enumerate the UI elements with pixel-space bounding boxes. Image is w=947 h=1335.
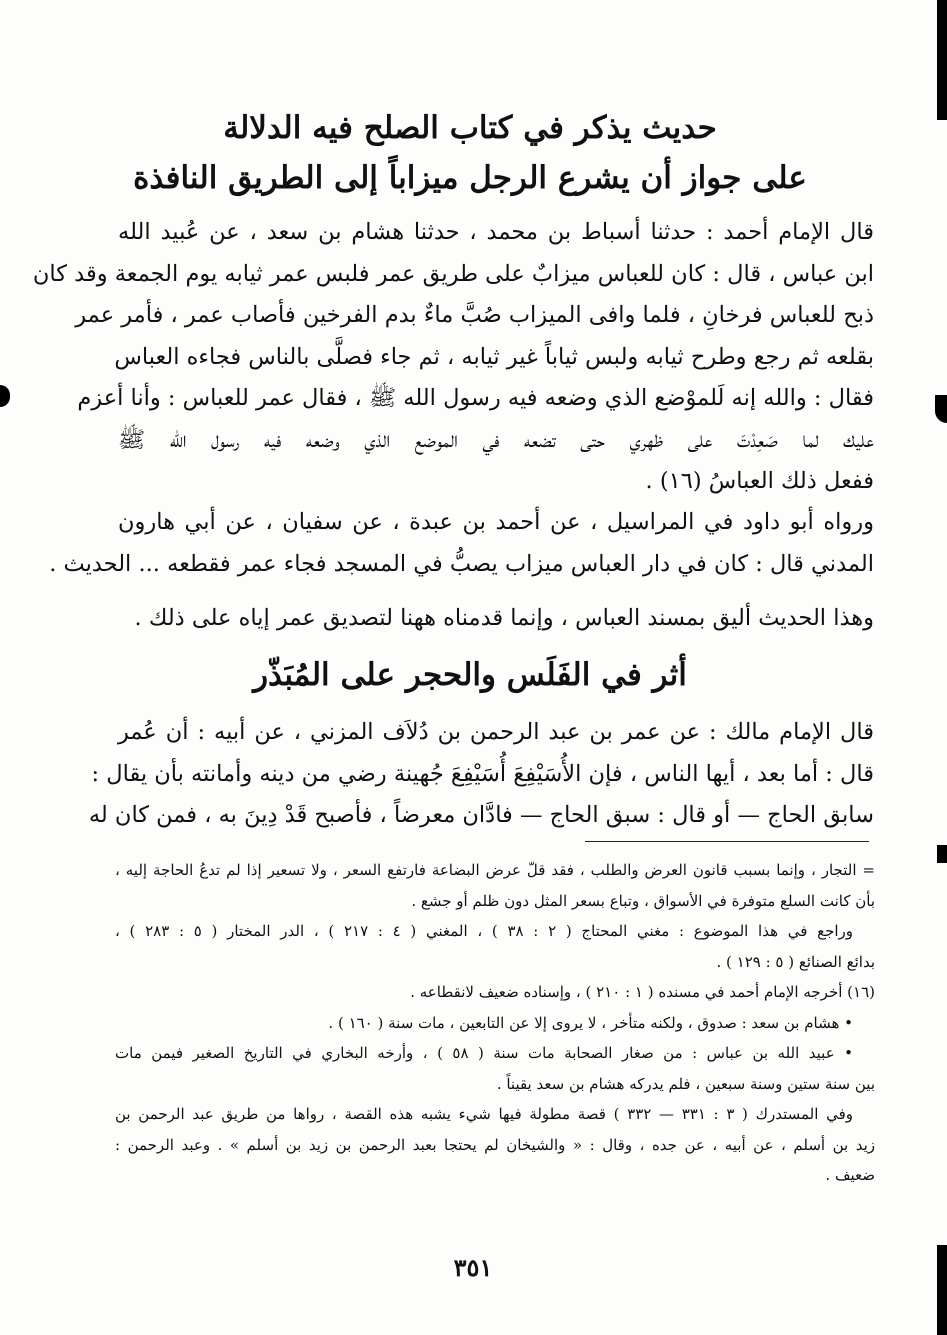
scan-edge-mark: [937, 1245, 947, 1335]
text-line: ففعل ذلك العباسُ (١٦) .: [645, 468, 874, 494]
text-line: وهذا الحديث أليق بمسند العباس ، وإنما قدمناه ههنا لتصديق عمر إياه على ذلك .: [134, 605, 874, 631]
scan-edge-mark: [0, 385, 10, 407]
text-line: عليك لما صَعِدْتَ على ظهري حتى تضعه في الموضع الذي وضعه فيه رسول الله ﷺ: [118, 426, 874, 453]
footnote-line: بدائع الصنائع ( ٥ : ١٢٩ ) .: [716, 952, 875, 971]
footnotes: [115, 855, 875, 1191]
footnote-line: ضعيف .: [825, 1166, 875, 1184]
scan-edge-mark: [937, 0, 947, 120]
text-line: فقال : والله إنه لَلموْضع الذي وضعه فيه رسول الله ﷺ ، فقال عمر للعباس : وأنا أعزم: [77, 385, 874, 411]
text-line: قال الإمام مالك : عن عمر بن عبد الرحمن بن دُلاَف المزني ، عن أبيه : أن عُمر: [118, 719, 874, 745]
text-line: المدني قال : كان في دار العباس ميزاب يصبُّ في المسجد فجاء عمر فقطعه ... الحديث .: [49, 550, 874, 577]
section-heading: أثر في الفَلَس والحجر على المُبَذّر: [253, 657, 687, 693]
footnote-line: زيد بن أسلم ، عن أبيه ، عن جده ، وقال : « والشيخان لم يحتجا بعبد الرحمن بن زيد بن أسلم » . وعبد الرحمن :: [115, 1135, 875, 1154]
narration-paragraph: [49, 502, 874, 585]
footnote-line: وفي المستدرك ( ٣ : ٣٣١ — ٣٣٢ ) قصة مطولة فيها شيء يشبه هذه القصة ، رواها من طريق عبد الرحمن بن: [115, 1105, 853, 1123]
footnote-line: (١٦) أخرجه الإمام أحمد في مسنده ( ١ : ٢١٠ ) ، وإسناده ضعيف لانقطاعه .: [410, 983, 875, 1001]
text-line: ابن عباس ، قال : كان للعباس ميزابٌ على طريق عمر فلبس عمر ثيابه يوم الجمعة وقد كان: [32, 260, 874, 287]
hadith-paragraph: [32, 212, 874, 503]
comment-paragraph: [118, 598, 874, 640]
text-line: بقلعه ثم رجع وطرح ثيابه ولبس ثياباً غير ثيابه ، ثم جاء فصلَّى بالناس فجاءه العباس: [114, 343, 874, 370]
footnote-line: وراجع في هذا الموضوع : مغني المحتاج ( ٢ : ٣٨ ) ، المغني ( ٤ : ٢١٧ ) ، الدر المختار ( ٥ : ٢٨٣ ) ،: [115, 922, 854, 940]
chapter-title-line-2: على جواز أن يشرع الرجل ميزاباً إلى الطريق النافذة: [133, 160, 807, 196]
scan-edge-mark: [937, 845, 947, 863]
footnote-line: • هشام بن سعد : صدوق ، ولكنه متأخر ، لا يروى إلا عن التابعين ، مات سنة ( ١٦٠ ) .: [328, 1013, 853, 1032]
text-line: سابق الحاج — أو قال : سبق الحاج — فادَّان معرضاً ، فأصبح قَدْ دِينَ به ، فمن كان له: [88, 802, 874, 828]
footnote-line: بأن كانت السلع متوفرة في الأسواق ، وتباع بسعر المثل دون ظلم أو جشع .: [411, 891, 875, 910]
text-line: قال : أما بعد ، أيها الناس ، فإن الأُسَيْفِعَ أُسَيْفِعَ جُهينة رضي من دينه وأمانته بأن يقال :: [91, 760, 874, 787]
footnote-line: • عبيد الله بن عباس : من صغار الصحابة مات سنة ( ٥٨ ) ، وأرخه البخاري في التاريخ الصغير فيمن مات: [115, 1044, 853, 1062]
text-line: ذبح للعباس فرخانِ ، فلما وافى الميزاب صُبَّ ماءٌ بدم الفرخين فأصاب عمر ، فأمر عمر: [75, 302, 874, 328]
text-line: قال الإمام أحمد : حدثنا أسباط بن محمد ، حدثنا هشام بن سعد ، عن عُبيد الله: [118, 219, 874, 245]
chapter-title-line-1: حديث يذكر في كتاب الصلح فيه الدلالة: [223, 110, 717, 146]
athar-paragraph: [88, 712, 874, 837]
footnote-line: = التجار ، وإنما بسبب قانون العرض والطلب ، فقد قلّ عرض البضاعة فارتفع السعر ، ولا تسعير إذا لم تدعُ الحاجة إليه ،: [115, 861, 875, 879]
page-number: ٣٥١: [453, 1253, 493, 1282]
text-line: ورواه أبو داود في المراسيل ، عن أحمد بن عبدة ، عن سفيان ، عن أبي هارون: [118, 509, 874, 535]
footnote-line: بين سنة ستين وسنة سبعين ، فلم يدركه هشام بن سعد يقيناً .: [496, 1074, 875, 1093]
footnote-separator: [585, 841, 869, 842]
scan-edge-mark: [935, 395, 947, 423]
